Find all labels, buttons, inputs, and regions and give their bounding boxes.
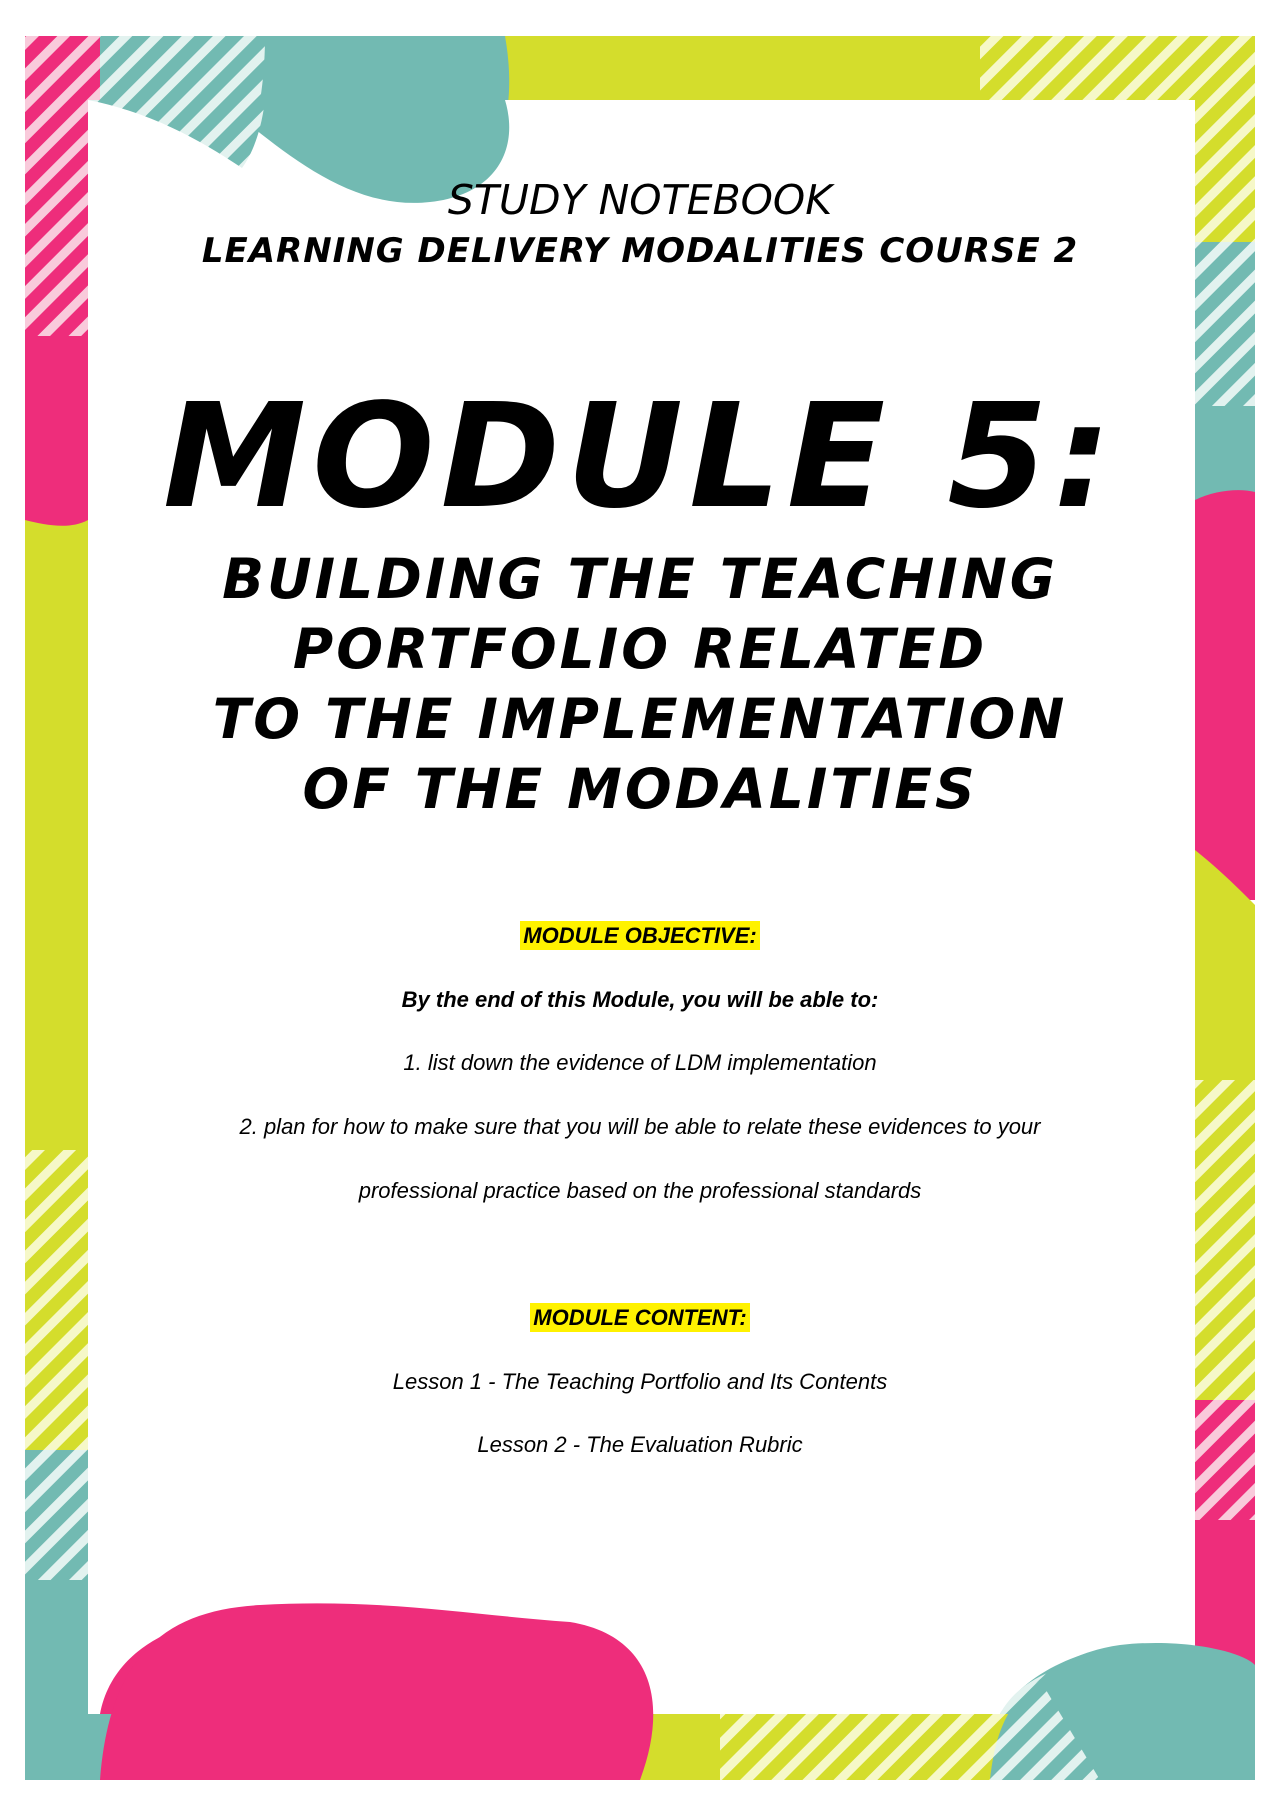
module-subtitle-line: TO THE IMPLEMENTATION	[212, 687, 1068, 751]
module-subtitle	[0, 544, 1280, 824]
course-title: LEARNING DELIVERY MODALITIES COURSE 2	[201, 231, 1079, 271]
module-title: MODULE 5:	[162, 372, 1118, 540]
content-heading: MODULE CONTENT:	[530, 1303, 749, 1332]
notebook-label: STUDY NOTEBOOK	[447, 176, 833, 224]
objective-heading: MODULE OBJECTIVE:	[520, 921, 759, 950]
objective-item-continuation: professional practice based on the professional standards	[358, 1178, 922, 1203]
module-subtitle-line: PORTFOLIO RELATED	[292, 617, 988, 681]
objective-item: 1. list down the evidence of LDM implementation	[403, 1050, 877, 1075]
module-subtitle-line: OF THE MODALITIES	[302, 757, 978, 821]
objective-intro: By the end of this Module, you will be able to:	[401, 987, 879, 1012]
module-subtitle-line: BUILDING THE TEACHING	[222, 547, 1058, 611]
objective-item: 2. plan for how to make sure that you will be able to relate these evidences to your	[239, 1114, 1041, 1139]
content-heading-row	[0, 1303, 1280, 1333]
lesson-item: Lesson 1 - The Teaching Portfolio and Its Contents	[392, 1369, 888, 1394]
objective-heading-row	[0, 921, 1280, 951]
lesson-item: Lesson 2 - The Evaluation Rubric	[477, 1432, 803, 1457]
